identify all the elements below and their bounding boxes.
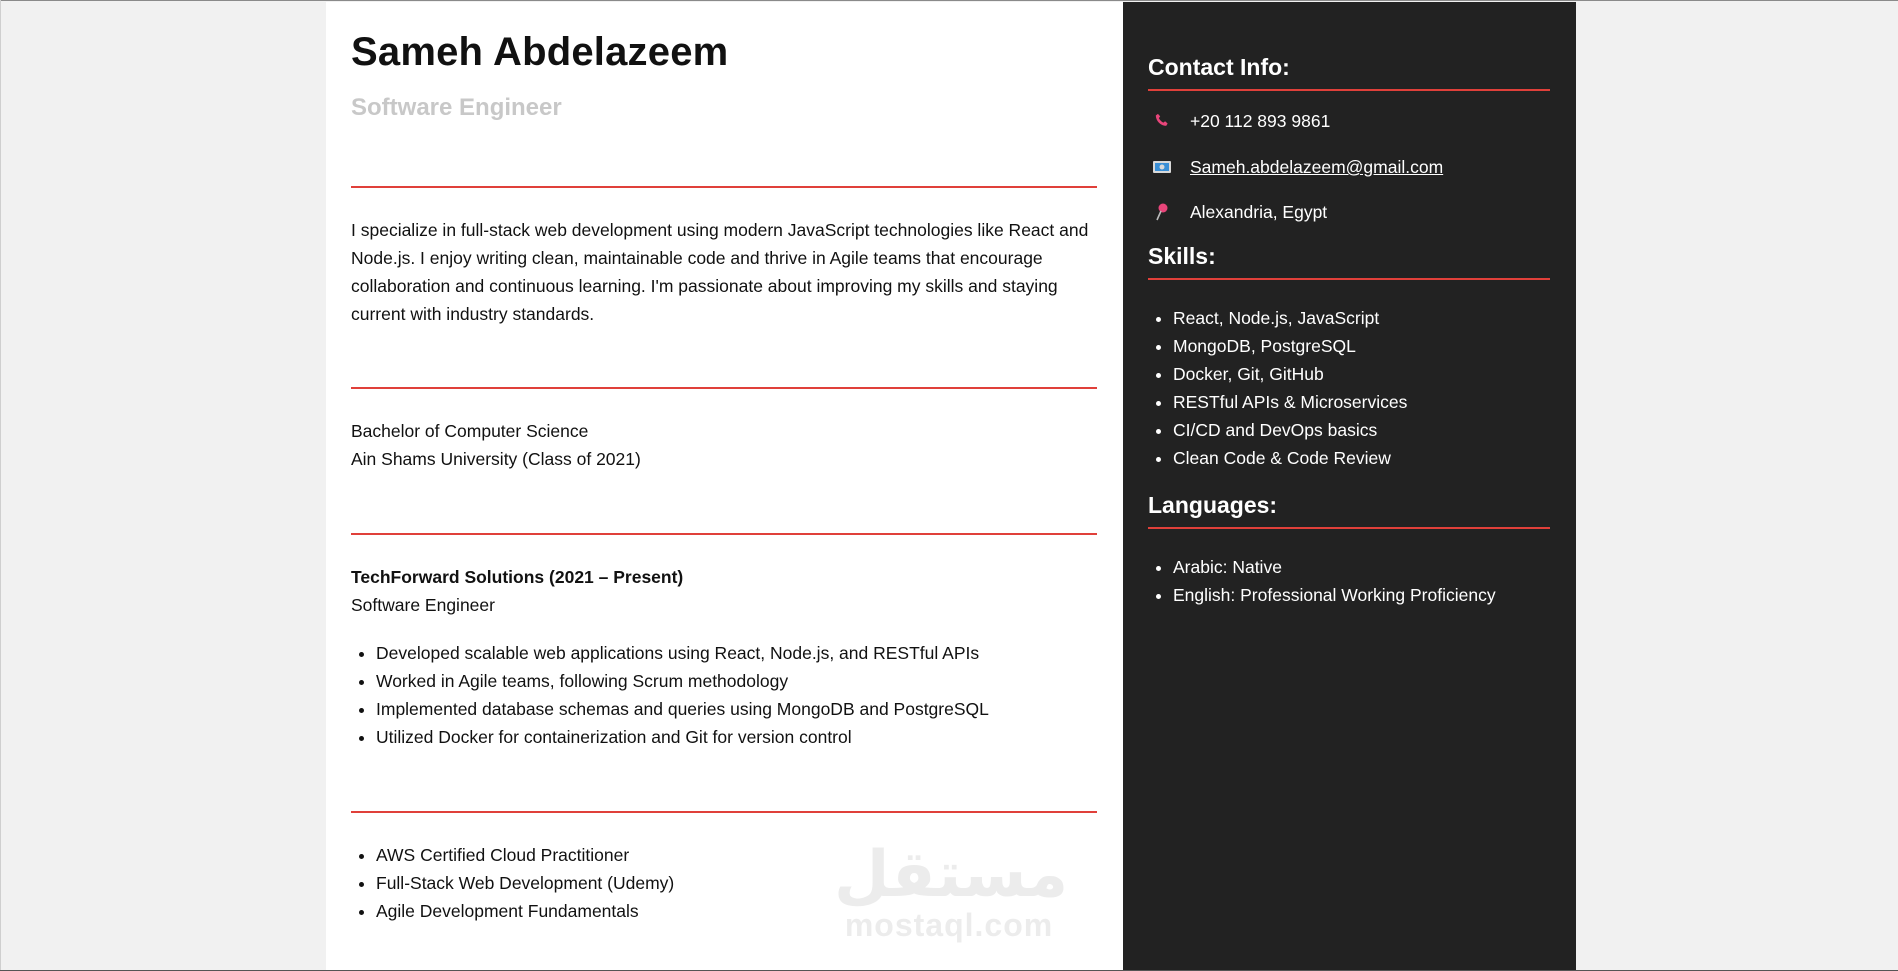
list-item: • MongoDB, PostgreSQL <box>1173 332 1550 360</box>
phone-icon <box>1152 111 1172 131</box>
summary-text: I specialize in full-stack web development using modern JavaScript technologies like React and Node.js. I enjoy writing clean, maintainable code and thrive in Agile teams that encourage collaboration and continuous learning. I'm passionate about improving my skills and staying current with industry standards. <box>351 220 1089 324</box>
section-divider <box>1148 89 1550 91</box>
list-item: • Arabic: Native <box>1173 553 1550 581</box>
section-divider <box>351 533 1097 535</box>
experience-list <box>351 639 1097 751</box>
section-divider <box>351 387 1097 389</box>
section-divider <box>1148 527 1550 529</box>
contact-phone-value: +20 112 893 9861 <box>1190 111 1331 131</box>
experience-role: Software Engineer <box>351 595 495 615</box>
resume-page <box>326 2 1576 971</box>
resume-job-title: Software Engineer <box>351 94 562 121</box>
list-item: • Developed scalable web applications using React, Node.js, and RESTful APIs <box>376 639 1097 667</box>
section-divider <box>1148 278 1550 280</box>
list-item: • English: Professional Working Proficiency <box>1173 581 1550 609</box>
list-item: • React, Node.js, JavaScript <box>1173 304 1550 332</box>
window-left-border <box>0 0 1 971</box>
section-divider <box>351 186 1097 188</box>
list-item: • Clean Code & Code Review <box>1173 444 1550 472</box>
education-section <box>351 417 1097 473</box>
languages-list <box>1148 553 1550 609</box>
languages-heading: Languages: <box>1148 492 1278 518</box>
experience-company: TechForward Solutions (2021 – Present) <box>351 567 684 587</box>
list-item: • AWS Certified Cloud Practitioner <box>376 841 1097 869</box>
section-divider <box>351 811 1097 813</box>
contact-email-link[interactable]: Sameh.abdelazeem@gmail.com <box>1190 157 1444 177</box>
list-item: • Docker, Git, GitHub <box>1173 360 1550 388</box>
list-item: • CI/CD and DevOps basics <box>1173 416 1550 444</box>
window-top-border <box>0 0 1898 1</box>
list-item: • Utilized Docker for containerization and Git for version control <box>376 723 1097 751</box>
email-icon <box>1152 157 1172 177</box>
resume-main-column <box>326 2 1123 971</box>
list-item: • RESTful APIs & Microservices <box>1173 388 1550 416</box>
list-item: • Full-Stack Web Development (Udemy) <box>376 869 1097 897</box>
contact-email <box>1148 153 1550 181</box>
certifications-list <box>351 838 1097 925</box>
education-school: Ain Shams University (Class of 2021) <box>351 449 641 469</box>
pin-icon <box>1152 202 1172 222</box>
contact-location-value: Alexandria, Egypt <box>1190 202 1328 222</box>
skills-list <box>1148 304 1550 472</box>
resume-sidebar <box>1123 2 1576 971</box>
skills-heading: Skills: <box>1148 243 1216 269</box>
contact-location <box>1148 198 1550 226</box>
list-item: • Agile Development Fundamentals <box>376 897 1097 925</box>
watermark-arabic: مستقل <box>834 838 1069 912</box>
list-item: • Worked in Agile teams, following Scrum methodology <box>376 667 1097 695</box>
contact-heading: Contact Info: <box>1148 54 1290 80</box>
watermark-latin: mostaql.com <box>844 907 1054 943</box>
education-degree: Bachelor of Computer Science <box>351 421 589 441</box>
list-item: • Implemented database schemas and queries using MongoDB and PostgreSQL <box>376 695 1097 723</box>
contact-phone <box>1148 107 1550 135</box>
resume-name: Sameh Abdelazeem <box>351 30 729 74</box>
